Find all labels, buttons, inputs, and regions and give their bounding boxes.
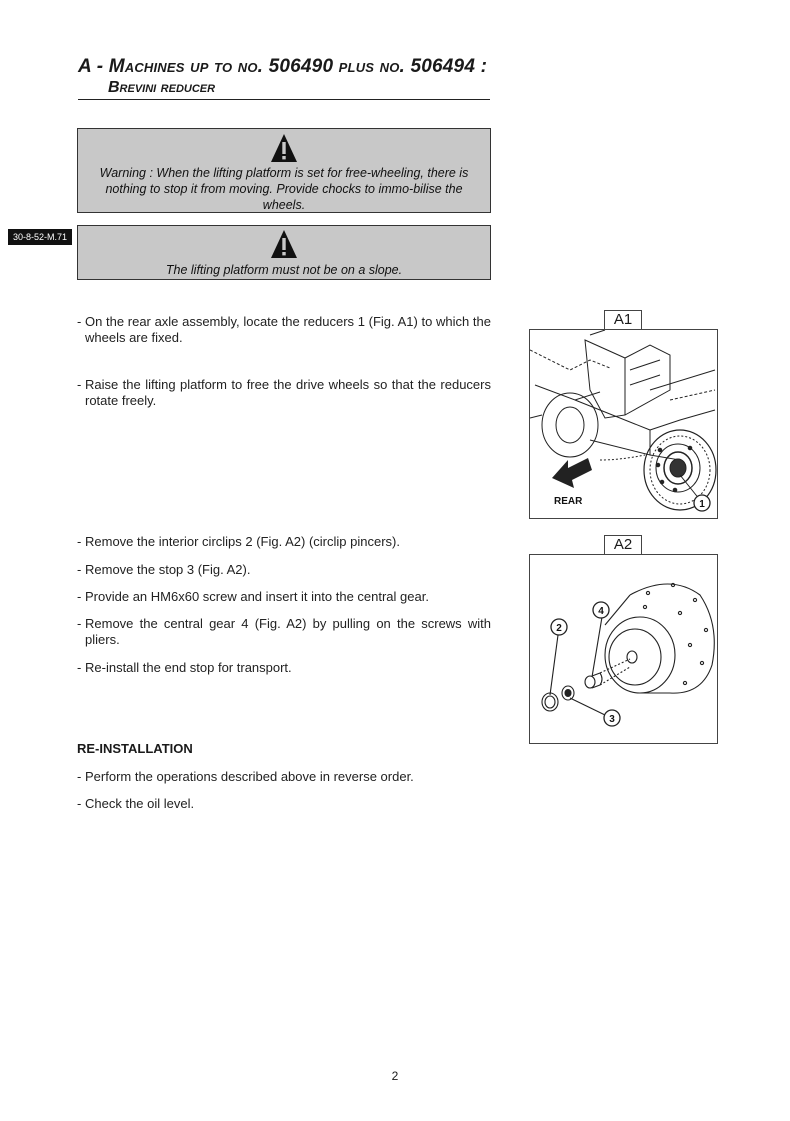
list-item: - On the rear axle assembly, locate the reducers 1 (Fig. A1) to which the wheels are fixed. [77, 314, 491, 345]
callout-2: 2 [556, 623, 562, 634]
page-number: 2 [391, 1069, 399, 1083]
document-code-tag: 30-8-52-M.71 [8, 229, 72, 245]
rear-label: REAR [554, 496, 583, 507]
list-item: - Raise the lifting platform to free the drive wheels so that the reducers rotate freely. [77, 377, 491, 408]
reducer-parts-illustration [530, 555, 717, 743]
figure-a1 [529, 329, 718, 519]
section-title-line1: A - Machines up to no. 506490 plus no. 506494 : [78, 56, 488, 77]
callout-1: 1 [699, 499, 705, 510]
warning-triangle-icon [270, 229, 298, 259]
warning-triangle-icon [270, 133, 298, 163]
title-underline [78, 99, 490, 100]
figure-a1-label: A1 [604, 310, 642, 330]
warning-box-slope [77, 225, 491, 280]
list-item: - Remove the stop 3 (Fig. A2). [77, 562, 251, 577]
figure-a2-label: A2 [604, 535, 642, 555]
figure-a2 [529, 554, 718, 744]
warning-box-freewheel [77, 128, 491, 213]
warning-text: The lifting platform must not be on a slope. [165, 263, 403, 277]
list-item: - Re-install the end stop for transport. [77, 660, 292, 675]
reinstallation-heading: RE-INSTALLATION [77, 741, 193, 756]
reducer-location-illustration [530, 330, 717, 518]
list-item: - Check the oil level. [77, 796, 195, 811]
list-item: - Perform the operations described above in reverse order. [77, 769, 414, 784]
callout-3: 3 [609, 714, 615, 725]
list-item: - Remove the central gear 4 (Fig. A2) by pulling on the screws with pliers. [77, 616, 491, 647]
warning-text: Warning : When the lifting platform is set for free-wheeling, there is nothing to stop it from moving. Provide chocks to immo-bilise the wheels. [99, 166, 469, 212]
section-title-line2: Brevini reducer [108, 79, 216, 96]
callout-4: 4 [598, 606, 604, 617]
list-item: - Remove the interior circlips 2 (Fig. A2) (circlip pincers). [77, 534, 400, 549]
list-item: - Provide an HM6x60 screw and insert it into the central gear. [77, 589, 429, 604]
section-title [78, 56, 490, 98]
